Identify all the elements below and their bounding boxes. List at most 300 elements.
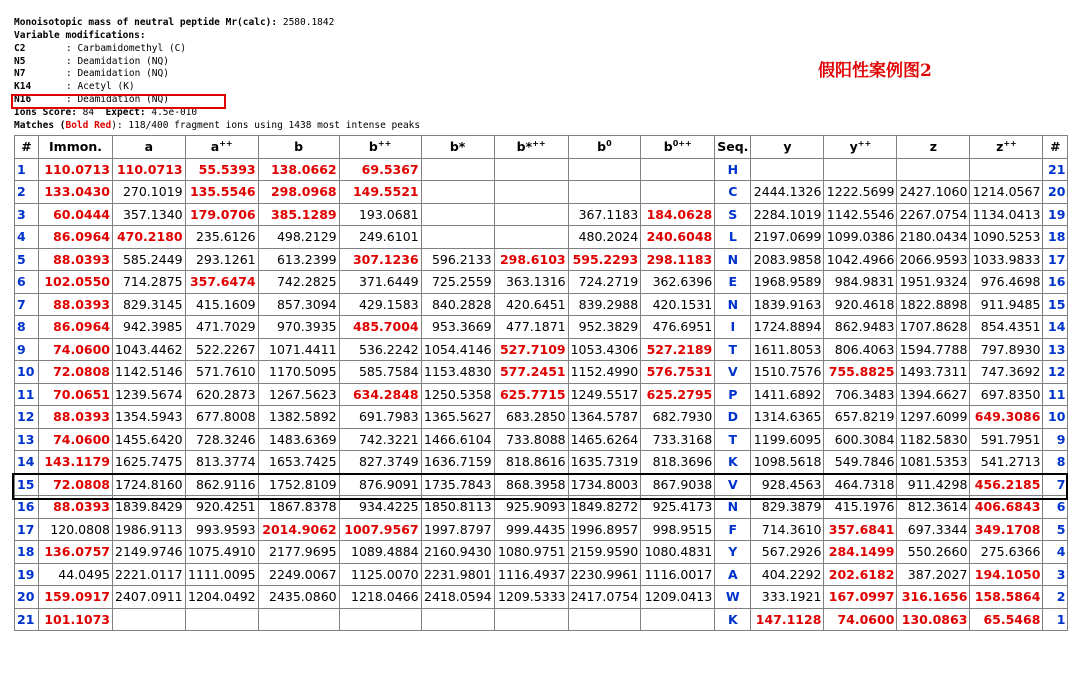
ion-cell-a2: 235.6126 — [185, 226, 258, 249]
ion-cell-b0: 1734.8003 — [568, 473, 641, 496]
ion-cell-b02: 867.9038 — [641, 473, 715, 496]
ion-cell-z: 1182.5830 — [897, 428, 970, 451]
matches-rest: ): 118/400 fragment ions using 1438 most intense peaks — [111, 120, 421, 132]
ion-cell-b0 — [568, 608, 641, 631]
ion-cell-b2: 536.2242 — [339, 338, 421, 361]
ion-cell-z: 1707.8628 — [897, 316, 970, 339]
ion-cell-bs2: 577.2451 — [494, 361, 568, 384]
ion-cell-a: 1625.7475 — [113, 451, 186, 474]
row-index: 18 — [15, 541, 39, 564]
ion-cell-b: 970.3935 — [258, 316, 339, 339]
ion-cell-y: 333.1921 — [751, 586, 824, 609]
ion-cell-z — [897, 158, 970, 181]
table-row — [15, 541, 1068, 564]
matches-label: Matches ( — [14, 120, 66, 132]
residue-cell: T — [715, 428, 751, 451]
ion-cell-b02: 527.2189 — [641, 338, 715, 361]
ion-cell-bs: 1250.5358 — [421, 383, 494, 406]
ion-cell-b0 — [568, 181, 641, 204]
ion-cell-a2: 357.6474 — [185, 271, 258, 294]
ion-cell-bs: 1365.5627 — [421, 406, 494, 429]
ion-cell-a2: 135.5546 — [185, 181, 258, 204]
residue-cell: V — [715, 473, 751, 496]
ion-cell-immon: 74.0600 — [39, 428, 113, 451]
ion-cell-immon: 110.0713 — [39, 158, 113, 181]
ion-cell-z2: 591.7951 — [970, 428, 1043, 451]
ion-cell-a: 1724.8160 — [113, 473, 186, 496]
ion-cell-bs2 — [494, 226, 568, 249]
ion-cell-z: 2180.0434 — [897, 226, 970, 249]
ion-cell-bs — [421, 226, 494, 249]
ion-cell-b2: 1089.4884 — [339, 541, 421, 564]
ion-cell-a2: 920.4251 — [185, 496, 258, 519]
ion-cell-a2: 1075.4910 — [185, 541, 258, 564]
residue-cell: K — [715, 451, 751, 474]
col-b: b — [258, 136, 339, 159]
ion-cell-bs — [421, 608, 494, 631]
ion-cell-z2: 1090.5253 — [970, 226, 1043, 249]
ion-cell-b2: 1125.0070 — [339, 563, 421, 586]
row-index: 8 — [15, 316, 39, 339]
ion-cell-y2: 74.0600 — [824, 608, 897, 631]
row-rindex: 19 — [1043, 203, 1068, 226]
mod-item — [14, 56, 420, 69]
ion-cell-z: 697.3344 — [897, 518, 970, 541]
ion-cell-z2: 406.6843 — [970, 496, 1043, 519]
ion-cell-b0: 1996.8957 — [568, 518, 641, 541]
row-index: 13 — [15, 428, 39, 451]
ion-cell-b2: 876.9091 — [339, 473, 421, 496]
ion-cell-z: 316.1656 — [897, 586, 970, 609]
row-index: 14 — [15, 451, 39, 474]
ion-cell-z: 2066.9593 — [897, 248, 970, 271]
col-y2plus: y++ — [824, 136, 897, 159]
ion-cell-y: 714.3610 — [751, 518, 824, 541]
ion-cell-bs2: 925.9093 — [494, 496, 568, 519]
ion-cell-bs2: 1080.9751 — [494, 541, 568, 564]
ion-cell-b02: 682.7930 — [641, 406, 715, 429]
ion-cell-b: 1867.8378 — [258, 496, 339, 519]
ion-cell-z2: 158.5864 — [970, 586, 1043, 609]
ion-cell-z: 387.2027 — [897, 563, 970, 586]
ion-cell-a: 942.3985 — [113, 316, 186, 339]
ion-cell-b0: 724.2719 — [568, 271, 641, 294]
fragment-ion-table — [14, 135, 1068, 631]
col-seq: Seq. — [715, 136, 751, 159]
ion-cell-z: 1394.6627 — [897, 383, 970, 406]
ion-cell-b02: 1209.0413 — [641, 586, 715, 609]
ion-cell-b: 2014.9062 — [258, 518, 339, 541]
ion-cell-bs: 1466.6104 — [421, 428, 494, 451]
table-row — [15, 563, 1068, 586]
ion-cell-y2: 1222.5699 — [824, 181, 897, 204]
ion-cell-bs: 1153.4830 — [421, 361, 494, 384]
ion-cell-y2: 862.9483 — [824, 316, 897, 339]
col-b0: $b^0$ — [568, 136, 641, 159]
ion-cell-bs2: 363.1316 — [494, 271, 568, 294]
ion-cell-b2: 585.7584 — [339, 361, 421, 384]
ion-cell-y2: 167.0997 — [824, 586, 897, 609]
col-bstar2plus: b*++ — [494, 136, 568, 159]
table-row — [15, 316, 1068, 339]
ion-cell-bs: 840.2828 — [421, 293, 494, 316]
ion-cell-y: 147.1128 — [751, 608, 824, 631]
ion-cell-bs2 — [494, 181, 568, 204]
ion-cell-bs: 1997.8797 — [421, 518, 494, 541]
ion-cell-bs: 596.2133 — [421, 248, 494, 271]
ion-cell-immon: 72.0808 — [39, 361, 113, 384]
table-row — [15, 248, 1068, 271]
residue-cell: D — [715, 406, 751, 429]
ion-cell-b: 1653.7425 — [258, 451, 339, 474]
ion-cell-bs2: 298.6103 — [494, 248, 568, 271]
ion-cell-b02: 476.6951 — [641, 316, 715, 339]
ion-cell-bs: 1054.4146 — [421, 338, 494, 361]
varmod-label: Variable modifications: — [14, 29, 146, 41]
table-header-row — [15, 136, 1068, 159]
row-index: 15 — [15, 473, 39, 496]
ion-cell-b: 298.0968 — [258, 181, 339, 204]
table-row — [15, 428, 1068, 451]
mod-site: N16 — [14, 94, 32, 106]
ion-cell-bs2: 733.8088 — [494, 428, 568, 451]
ion-cell-y2: 1142.5546 — [824, 203, 897, 226]
ion-cell-z: 2427.1060 — [897, 181, 970, 204]
table-row — [15, 158, 1068, 181]
row-rindex: 20 — [1043, 181, 1068, 204]
ion-cell-y: 2284.1019 — [751, 203, 824, 226]
ion-cell-y2: 806.4063 — [824, 338, 897, 361]
ion-cell-b: 385.1289 — [258, 203, 339, 226]
col-b02plus: $b^{0++}$ — [641, 136, 715, 159]
ion-cell-b02: 184.0628 — [641, 203, 715, 226]
table-row — [15, 473, 1068, 496]
ion-cell-z2: 911.9485 — [970, 293, 1043, 316]
table-row — [15, 383, 1068, 406]
residue-cell: N — [715, 496, 751, 519]
ion-cell-y: 1098.5618 — [751, 451, 824, 474]
residue-cell: S — [715, 203, 751, 226]
residue-cell: E — [715, 271, 751, 294]
table-row — [15, 181, 1068, 204]
ion-cell-b0: 1849.8272 — [568, 496, 641, 519]
ion-cell-a2: 293.1261 — [185, 248, 258, 271]
ion-cell-y: 1510.7576 — [751, 361, 824, 384]
col-z: z — [897, 136, 970, 159]
ion-cell-bs: 1850.8113 — [421, 496, 494, 519]
ion-cell-a: 1354.5943 — [113, 406, 186, 429]
mass-value: 2580.1842 — [282, 16, 335, 28]
ion-cell-immon: 88.0393 — [39, 248, 113, 271]
ion-cell-b — [258, 608, 339, 631]
ion-cell-immon: 88.0393 — [39, 496, 113, 519]
ion-cell-b: 1382.5892 — [258, 406, 339, 429]
ion-cell-a2: 1204.0492 — [185, 586, 258, 609]
ion-cell-b2 — [339, 608, 421, 631]
row-rindex: 9 — [1043, 428, 1068, 451]
ion-cell-bs2: 683.2850 — [494, 406, 568, 429]
ion-cell-immon: 136.0757 — [39, 541, 113, 564]
ion-cell-b02 — [641, 181, 715, 204]
row-index: 7 — [15, 293, 39, 316]
table-row — [15, 451, 1068, 474]
ion-cell-b2: 249.6101 — [339, 226, 421, 249]
ion-cell-y: 1411.6892 — [751, 383, 824, 406]
ion-cell-a: 2407.0911 — [113, 586, 186, 609]
row-rindex: 11 — [1043, 383, 1068, 406]
ion-cell-b02: 625.2795 — [641, 383, 715, 406]
ion-cell-b02: 818.3696 — [641, 451, 715, 474]
ion-cell-y: 1611.8053 — [751, 338, 824, 361]
ion-cell-z2: 349.1708 — [970, 518, 1043, 541]
ion-cell-z: 1493.7311 — [897, 361, 970, 384]
mod-site: C2 — [14, 42, 26, 54]
ions-score-highlight-box — [11, 94, 226, 109]
mod-item — [14, 68, 420, 81]
table-row — [15, 608, 1068, 631]
ion-cell-b0: 2417.0754 — [568, 586, 641, 609]
ion-cell-bs — [421, 203, 494, 226]
ion-cell-b0: 1465.6264 — [568, 428, 641, 451]
ion-cell-bs — [421, 181, 494, 204]
ion-cell-b2: 691.7983 — [339, 406, 421, 429]
row-rindex: 17 — [1043, 248, 1068, 271]
col-a2plus: a++ — [185, 136, 258, 159]
ion-cell-b0: 1249.5517 — [568, 383, 641, 406]
ion-cell-y2: 415.1976 — [824, 496, 897, 519]
ion-cell-y: 829.3879 — [751, 496, 824, 519]
ion-cell-z: 812.3614 — [897, 496, 970, 519]
ion-cell-immon: 159.0917 — [39, 586, 113, 609]
ion-cell-a: 2221.0117 — [113, 563, 186, 586]
ion-cell-z2: 1033.9833 — [970, 248, 1043, 271]
ion-cell-bs2: 625.7715 — [494, 383, 568, 406]
ion-cell-a2: 620.2873 — [185, 383, 258, 406]
ion-cell-y2: 600.3084 — [824, 428, 897, 451]
ion-cell-z2: 797.8930 — [970, 338, 1043, 361]
ion-cell-a: 470.2180 — [113, 226, 186, 249]
ion-cell-immon: 44.0495 — [39, 563, 113, 586]
ion-cell-b02: 362.6396 — [641, 271, 715, 294]
ion-cell-z2: 976.4698 — [970, 271, 1043, 294]
table-row — [15, 518, 1068, 541]
ion-cell-immon: 88.0393 — [39, 293, 113, 316]
ion-cell-b0: 1635.7319 — [568, 451, 641, 474]
ion-cell-y: 1839.9163 — [751, 293, 824, 316]
header-block — [14, 4, 420, 146]
row-rindex: 18 — [1043, 226, 1068, 249]
mod-desc: : Deamidation (NQ) — [66, 94, 169, 106]
col-z2plus: z++ — [970, 136, 1043, 159]
case-watermark: 假阳性案例图2 — [818, 61, 932, 81]
ion-cell-y: 2197.0699 — [751, 226, 824, 249]
row-rindex: 15 — [1043, 293, 1068, 316]
row-index: 10 — [15, 361, 39, 384]
table-row — [15, 293, 1068, 316]
ion-cell-b2: 634.2848 — [339, 383, 421, 406]
ion-cell-b0: 839.2988 — [568, 293, 641, 316]
ion-cell-y2: 284.1499 — [824, 541, 897, 564]
row-rindex: 8 — [1043, 451, 1068, 474]
ion-cell-y2: 549.7846 — [824, 451, 897, 474]
ion-cell-y: 1724.8894 — [751, 316, 824, 339]
ion-cell-b: 498.2129 — [258, 226, 339, 249]
ion-cell-b2: 1218.0466 — [339, 586, 421, 609]
ion-cell-bs2: 527.7109 — [494, 338, 568, 361]
ion-cell-a2: 993.9593 — [185, 518, 258, 541]
ion-cell-a: 1455.6420 — [113, 428, 186, 451]
ion-cell-b: 742.2825 — [258, 271, 339, 294]
ion-cell-z: 1081.5353 — [897, 451, 970, 474]
ion-cell-b02 — [641, 608, 715, 631]
col-a: a — [113, 136, 186, 159]
row-rindex: 4 — [1043, 541, 1068, 564]
ion-cell-immon: 120.0808 — [39, 518, 113, 541]
ion-cell-bs2 — [494, 203, 568, 226]
ion-cell-z2: 697.8350 — [970, 383, 1043, 406]
ion-cell-y2: 755.8825 — [824, 361, 897, 384]
ion-cell-immon: 86.0964 — [39, 226, 113, 249]
ion-cell-b02: 576.7531 — [641, 361, 715, 384]
residue-cell: I — [715, 316, 751, 339]
row-rindex: 12 — [1043, 361, 1068, 384]
ion-cell-bs: 1636.7159 — [421, 451, 494, 474]
expect-value: 4.5e-010 — [151, 107, 198, 119]
ion-cell-bs2 — [494, 608, 568, 631]
ion-cell-a2: 471.7029 — [185, 316, 258, 339]
ion-cell-b0: 595.2293 — [568, 248, 641, 271]
row-rindex: 10 — [1043, 406, 1068, 429]
ion-cell-b02: 298.1183 — [641, 248, 715, 271]
residue-cell: F — [715, 518, 751, 541]
table-row — [15, 496, 1068, 519]
mod-site: K14 — [14, 81, 32, 93]
residue-cell: A — [715, 563, 751, 586]
residue-cell: P — [715, 383, 751, 406]
ion-cell-a: 357.1340 — [113, 203, 186, 226]
col-immon: Immon. — [39, 136, 113, 159]
ion-cell-bs: 2418.0594 — [421, 586, 494, 609]
ion-cell-a2: 862.9116 — [185, 473, 258, 496]
table-row — [15, 203, 1068, 226]
mod-desc: : Acetyl (K) — [66, 81, 135, 93]
row-index: 3 — [15, 203, 39, 226]
ion-cell-y2: 202.6182 — [824, 563, 897, 586]
mod-desc: : Deamidation (NQ) — [66, 68, 169, 80]
ion-cell-b0: 2159.9590 — [568, 541, 641, 564]
ion-cell-y2: 357.6841 — [824, 518, 897, 541]
row-rindex: 5 — [1043, 518, 1068, 541]
ion-cell-z: 550.2660 — [897, 541, 970, 564]
ion-cell-b0: 2230.9961 — [568, 563, 641, 586]
ion-cell-z2: 1214.0567 — [970, 181, 1043, 204]
ion-cell-z2: 456.2185 — [970, 473, 1043, 496]
ion-cell-bs2: 999.4435 — [494, 518, 568, 541]
ion-cell-b2: 1007.9567 — [339, 518, 421, 541]
ion-cell-z: 1951.9324 — [897, 271, 970, 294]
row-rindex: 21 — [1043, 158, 1068, 181]
ion-cell-y: 404.2292 — [751, 563, 824, 586]
ion-cell-a: 1043.4462 — [113, 338, 186, 361]
ion-cell-b02: 1116.0017 — [641, 563, 715, 586]
ion-cell-b2: 69.5367 — [339, 158, 421, 181]
ion-cell-b: 2249.0067 — [258, 563, 339, 586]
ion-cell-b2: 149.5521 — [339, 181, 421, 204]
ion-cell-bs2: 1116.4937 — [494, 563, 568, 586]
table-row — [15, 271, 1068, 294]
ion-cell-z2: 65.5468 — [970, 608, 1043, 631]
ion-cell-a: 1986.9113 — [113, 518, 186, 541]
mod-desc: : Deamidation (NQ) — [66, 55, 169, 67]
row-index: 16 — [15, 496, 39, 519]
residue-cell: T — [715, 338, 751, 361]
ion-cell-immon: 74.0600 — [39, 338, 113, 361]
ion-cell-immon: 88.0393 — [39, 406, 113, 429]
ion-cell-immon: 72.0808 — [39, 473, 113, 496]
residue-cell: W — [715, 586, 751, 609]
mod-site: N7 — [14, 68, 26, 80]
ion-cell-b: 2435.0860 — [258, 586, 339, 609]
ion-cell-z2: 747.3692 — [970, 361, 1043, 384]
ion-cell-a2: 179.0706 — [185, 203, 258, 226]
ion-cell-a: 1839.8429 — [113, 496, 186, 519]
ion-cell-a: 110.0713 — [113, 158, 186, 181]
ion-cell-b0: 367.1183 — [568, 203, 641, 226]
ion-cell-b: 1267.5623 — [258, 383, 339, 406]
ion-cell-a: 829.3145 — [113, 293, 186, 316]
ion-cell-bs: 2231.9801 — [421, 563, 494, 586]
ion-cell-b2: 307.1236 — [339, 248, 421, 271]
ion-cell-z: 2267.0754 — [897, 203, 970, 226]
ion-cell-y2: 984.9831 — [824, 271, 897, 294]
ion-cell-b0: 1053.4306 — [568, 338, 641, 361]
ion-cell-b0: 1364.5787 — [568, 406, 641, 429]
ion-cell-b: 1752.8109 — [258, 473, 339, 496]
col-b2plus: b++ — [339, 136, 421, 159]
ion-cell-b02: 925.4173 — [641, 496, 715, 519]
row-rindex: 14 — [1043, 316, 1068, 339]
ion-cell-immon: 143.1179 — [39, 451, 113, 474]
col-index: # — [15, 136, 39, 159]
ion-cell-a2: 728.3246 — [185, 428, 258, 451]
ion-cell-a — [113, 608, 186, 631]
ion-cell-bs2: 1209.5333 — [494, 586, 568, 609]
row-rindex: 16 — [1043, 271, 1068, 294]
ion-cell-z: 1594.7788 — [897, 338, 970, 361]
ion-cell-b: 2177.9695 — [258, 541, 339, 564]
ion-cell-bs2: 868.3958 — [494, 473, 568, 496]
ion-cell-a: 714.2875 — [113, 271, 186, 294]
ion-cell-b02: 240.6048 — [641, 226, 715, 249]
ion-cell-b2: 827.3749 — [339, 451, 421, 474]
row-index: 21 — [15, 608, 39, 631]
ion-cell-b02: 998.9515 — [641, 518, 715, 541]
ion-cell-y: 2444.1326 — [751, 181, 824, 204]
ion-cell-b0: 1152.4990 — [568, 361, 641, 384]
table-row — [15, 406, 1068, 429]
row-rindex: 7 — [1043, 473, 1068, 496]
row-index: 17 — [15, 518, 39, 541]
residue-cell: C — [715, 181, 751, 204]
ion-cell-y — [751, 158, 824, 181]
ion-cell-y: 928.4563 — [751, 473, 824, 496]
mod-item — [14, 81, 420, 94]
ion-cell-b: 1483.6369 — [258, 428, 339, 451]
ion-cell-y: 1968.9589 — [751, 271, 824, 294]
table-row — [15, 361, 1068, 384]
ion-cell-y: 567.2926 — [751, 541, 824, 564]
ion-cell-y2: 920.4618 — [824, 293, 897, 316]
